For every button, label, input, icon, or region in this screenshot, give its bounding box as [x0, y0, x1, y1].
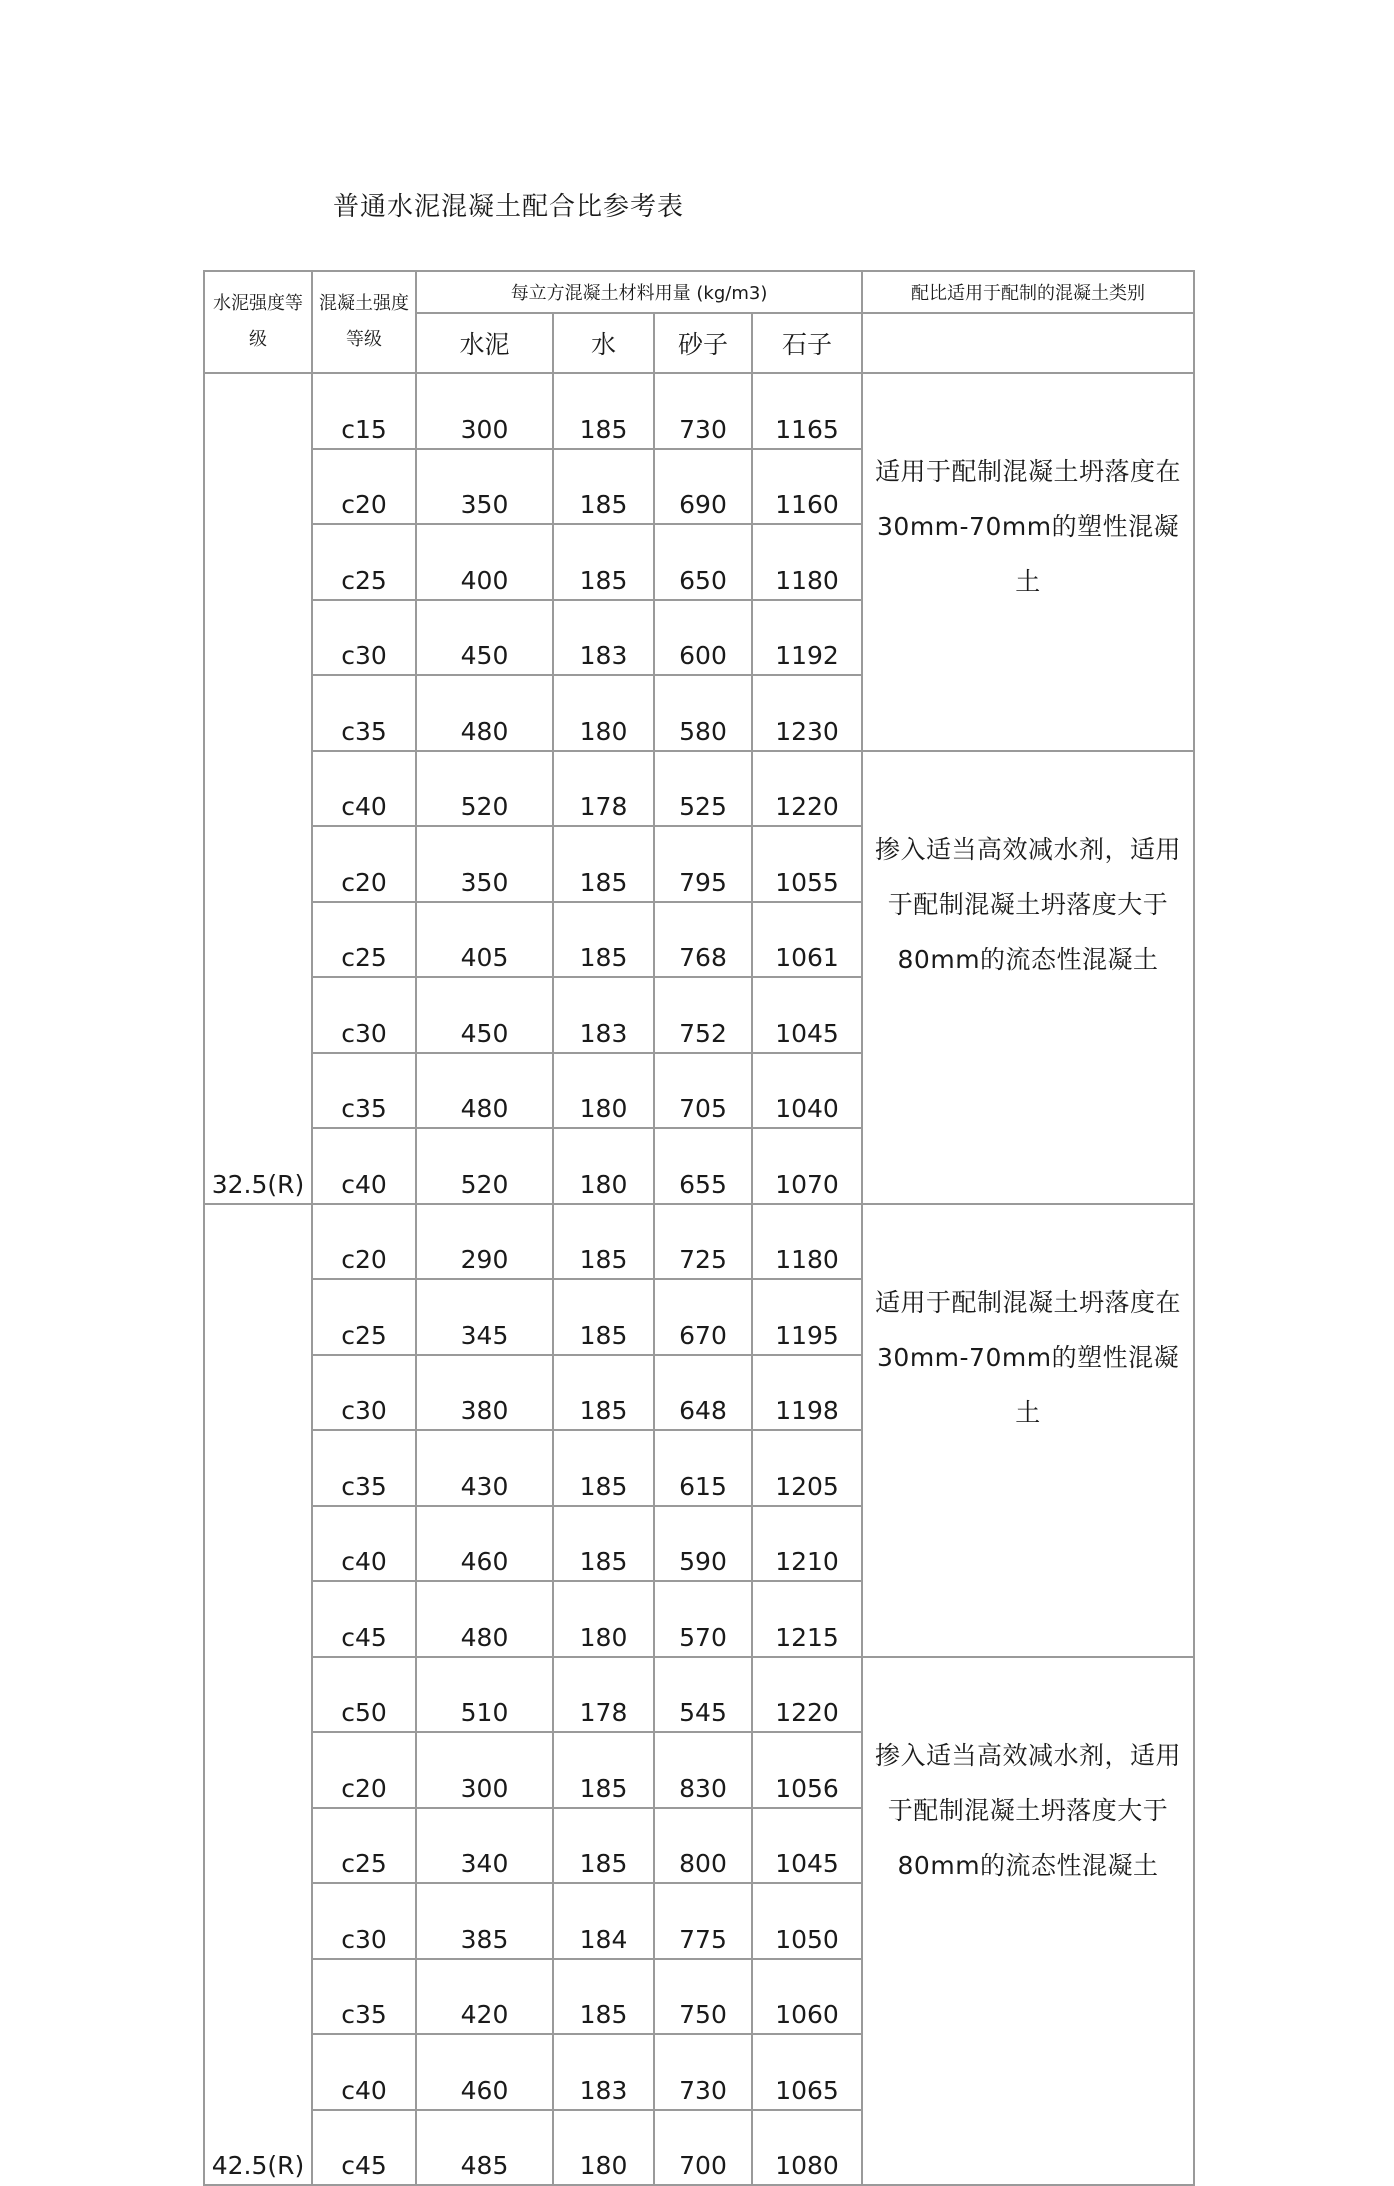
- cement-amount-cell: 480: [416, 1053, 553, 1129]
- sand-amount-cell: 690: [654, 449, 752, 525]
- cement-amount-cell: 340: [416, 1808, 553, 1884]
- water-amount-cell: 180: [553, 1581, 654, 1657]
- sand-amount-cell: 730: [654, 2034, 752, 2110]
- concrete-grade-cell: c20: [312, 826, 416, 902]
- table-row: [204, 1657, 1194, 1733]
- cement-amount-cell: 485: [416, 2110, 553, 2186]
- sand-amount-cell: 580: [654, 675, 752, 751]
- stone-amount-cell: 1198: [752, 1355, 862, 1431]
- water-amount-cell: 180: [553, 1128, 654, 1204]
- note-plastic-concrete: 适用于配制混凝土坍落度在 30mm-70mm的塑性混凝土: [862, 1204, 1194, 1657]
- sand-amount-cell: 525: [654, 751, 752, 827]
- cement-amount-cell: 350: [416, 449, 553, 525]
- concrete-grade-cell: c30: [312, 1883, 416, 1959]
- stone-amount-cell: 1050: [752, 1883, 862, 1959]
- water-amount-cell: 180: [553, 1053, 654, 1129]
- sand-amount-cell: 705: [654, 1053, 752, 1129]
- header-note-blank: [862, 313, 1194, 373]
- sand-amount-cell: 750: [654, 1959, 752, 2035]
- stone-amount-cell: 1180: [752, 1204, 862, 1280]
- water-amount-cell: 185: [553, 1959, 654, 2035]
- sand-amount-cell: 775: [654, 1883, 752, 1959]
- header-col-water: 水: [553, 313, 654, 373]
- table-row: [204, 373, 1194, 449]
- stone-amount-cell: 1195: [752, 1279, 862, 1355]
- stone-amount-cell: 1061: [752, 902, 862, 978]
- stone-amount-cell: 1045: [752, 1808, 862, 1884]
- water-amount-cell: 178: [553, 751, 654, 827]
- water-amount-cell: 180: [553, 2110, 654, 2186]
- concrete-grade-cell: c30: [312, 977, 416, 1053]
- cement-amount-cell: 460: [416, 1506, 553, 1582]
- stone-amount-cell: 1220: [752, 751, 862, 827]
- water-amount-cell: 185: [553, 1808, 654, 1884]
- cement-amount-cell: 460: [416, 2034, 553, 2110]
- concrete-grade-cell: c35: [312, 1430, 416, 1506]
- stone-amount-cell: 1180: [752, 524, 862, 600]
- table-row: [204, 751, 1194, 827]
- sand-amount-cell: 725: [654, 1204, 752, 1280]
- water-amount-cell: 185: [553, 449, 654, 525]
- concrete-grade-cell: c40: [312, 1128, 416, 1204]
- water-amount-cell: 185: [553, 826, 654, 902]
- cement-grade-cell: 32.5(R): [204, 373, 312, 1204]
- header-col-cement: 水泥: [416, 313, 553, 373]
- stone-amount-cell: 1080: [752, 2110, 862, 2186]
- concrete-grade-cell: c20: [312, 1204, 416, 1280]
- water-amount-cell: 185: [553, 1355, 654, 1431]
- stone-amount-cell: 1160: [752, 449, 862, 525]
- sand-amount-cell: 570: [654, 1581, 752, 1657]
- cement-amount-cell: 430: [416, 1430, 553, 1506]
- water-amount-cell: 185: [553, 902, 654, 978]
- water-amount-cell: 183: [553, 977, 654, 1053]
- water-amount-cell: 185: [553, 1430, 654, 1506]
- cement-amount-cell: 400: [416, 524, 553, 600]
- stone-amount-cell: 1165: [752, 373, 862, 449]
- header-material-usage: 每立方混凝土材料用量 (kg/m3): [416, 271, 862, 313]
- header-concrete-grade: 混凝土强度等级: [312, 271, 416, 373]
- sand-amount-cell: 615: [654, 1430, 752, 1506]
- concrete-grade-cell: c25: [312, 1808, 416, 1884]
- header-col-stone: 石子: [752, 313, 862, 373]
- sand-amount-cell: 648: [654, 1355, 752, 1431]
- cement-amount-cell: 520: [416, 1128, 553, 1204]
- concrete-grade-cell: c25: [312, 1279, 416, 1355]
- sand-amount-cell: 700: [654, 2110, 752, 2186]
- water-amount-cell: 185: [553, 1506, 654, 1582]
- sand-amount-cell: 768: [654, 902, 752, 978]
- sand-amount-cell: 600: [654, 600, 752, 676]
- cement-amount-cell: 385: [416, 1883, 553, 1959]
- cement-grade-cell: 42.5(R): [204, 1204, 312, 2186]
- cement-amount-cell: 520: [416, 751, 553, 827]
- stone-amount-cell: 1215: [752, 1581, 862, 1657]
- concrete-grade-cell: c20: [312, 1732, 416, 1808]
- concrete-grade-cell: c25: [312, 902, 416, 978]
- water-amount-cell: 185: [553, 1204, 654, 1280]
- concrete-grade-cell: c40: [312, 2034, 416, 2110]
- stone-amount-cell: 1230: [752, 675, 862, 751]
- water-amount-cell: 185: [553, 1279, 654, 1355]
- table-row: [204, 1204, 1194, 1280]
- cement-amount-cell: 345: [416, 1279, 553, 1355]
- stone-amount-cell: 1040: [752, 1053, 862, 1129]
- concrete-grade-cell: c45: [312, 2110, 416, 2186]
- stone-amount-cell: 1055: [752, 826, 862, 902]
- header-cement-grade: 水泥强度等级: [204, 271, 312, 373]
- cement-amount-cell: 480: [416, 1581, 553, 1657]
- water-amount-cell: 185: [553, 1732, 654, 1808]
- water-amount-cell: 180: [553, 675, 654, 751]
- water-amount-cell: 178: [553, 1657, 654, 1733]
- water-amount-cell: 183: [553, 2034, 654, 2110]
- concrete-grade-cell: c50: [312, 1657, 416, 1733]
- concrete-grade-cell: c15: [312, 373, 416, 449]
- sand-amount-cell: 752: [654, 977, 752, 1053]
- cement-amount-cell: 380: [416, 1355, 553, 1431]
- page-title: 普通水泥混凝土配合比参考表: [333, 192, 685, 222]
- concrete-grade-cell: c25: [312, 524, 416, 600]
- concrete-grade-cell: c35: [312, 675, 416, 751]
- concrete-grade-cell: c45: [312, 1581, 416, 1657]
- sand-amount-cell: 730: [654, 373, 752, 449]
- concrete-grade-cell: c30: [312, 1355, 416, 1431]
- cement-amount-cell: 510: [416, 1657, 553, 1733]
- cement-amount-cell: 300: [416, 1732, 553, 1808]
- sand-amount-cell: 590: [654, 1506, 752, 1582]
- cement-amount-cell: 350: [416, 826, 553, 902]
- concrete-grade-cell: c20: [312, 449, 416, 525]
- water-amount-cell: 185: [553, 373, 654, 449]
- sand-amount-cell: 795: [654, 826, 752, 902]
- note-fluid-concrete: 掺入适当高效减水剂，适用于配制混凝土坍落度大于80mm的流态性混凝土: [862, 751, 1194, 1204]
- sand-amount-cell: 670: [654, 1279, 752, 1355]
- stone-amount-cell: 1070: [752, 1128, 862, 1204]
- cement-amount-cell: 300: [416, 373, 553, 449]
- note-plastic-concrete: 适用于配制混凝土坍落度在 30mm-70mm的塑性混凝土: [862, 373, 1194, 751]
- header-applicable: 配比适用于配制的混凝土类别: [862, 271, 1194, 313]
- cement-amount-cell: 480: [416, 675, 553, 751]
- sand-amount-cell: 830: [654, 1732, 752, 1808]
- sand-amount-cell: 650: [654, 524, 752, 600]
- stone-amount-cell: 1060: [752, 1959, 862, 2035]
- concrete-grade-cell: c40: [312, 751, 416, 827]
- concrete-grade-cell: c30: [312, 600, 416, 676]
- cement-amount-cell: 420: [416, 1959, 553, 2035]
- cement-amount-cell: 290: [416, 1204, 553, 1280]
- water-amount-cell: 185: [553, 524, 654, 600]
- note-fluid-concrete: 掺入适当高效减水剂，适用于配制混凝土坍落度大于80mm的流态性混凝土: [862, 1657, 1194, 2186]
- concrete-grade-cell: c35: [312, 1959, 416, 2035]
- sand-amount-cell: 545: [654, 1657, 752, 1733]
- stone-amount-cell: 1220: [752, 1657, 862, 1733]
- cement-amount-cell: 450: [416, 977, 553, 1053]
- stone-amount-cell: 1045: [752, 977, 862, 1053]
- stone-amount-cell: 1192: [752, 600, 862, 676]
- stone-amount-cell: 1065: [752, 2034, 862, 2110]
- mix-ratio-table: [203, 270, 1195, 2186]
- water-amount-cell: 183: [553, 600, 654, 676]
- header-col-sand: 砂子: [654, 313, 752, 373]
- cement-amount-cell: 405: [416, 902, 553, 978]
- cement-amount-cell: 450: [416, 600, 553, 676]
- sand-amount-cell: 655: [654, 1128, 752, 1204]
- sand-amount-cell: 800: [654, 1808, 752, 1884]
- stone-amount-cell: 1205: [752, 1430, 862, 1506]
- stone-amount-cell: 1056: [752, 1732, 862, 1808]
- concrete-grade-cell: c35: [312, 1053, 416, 1129]
- stone-amount-cell: 1210: [752, 1506, 862, 1582]
- water-amount-cell: 184: [553, 1883, 654, 1959]
- concrete-grade-cell: c40: [312, 1506, 416, 1582]
